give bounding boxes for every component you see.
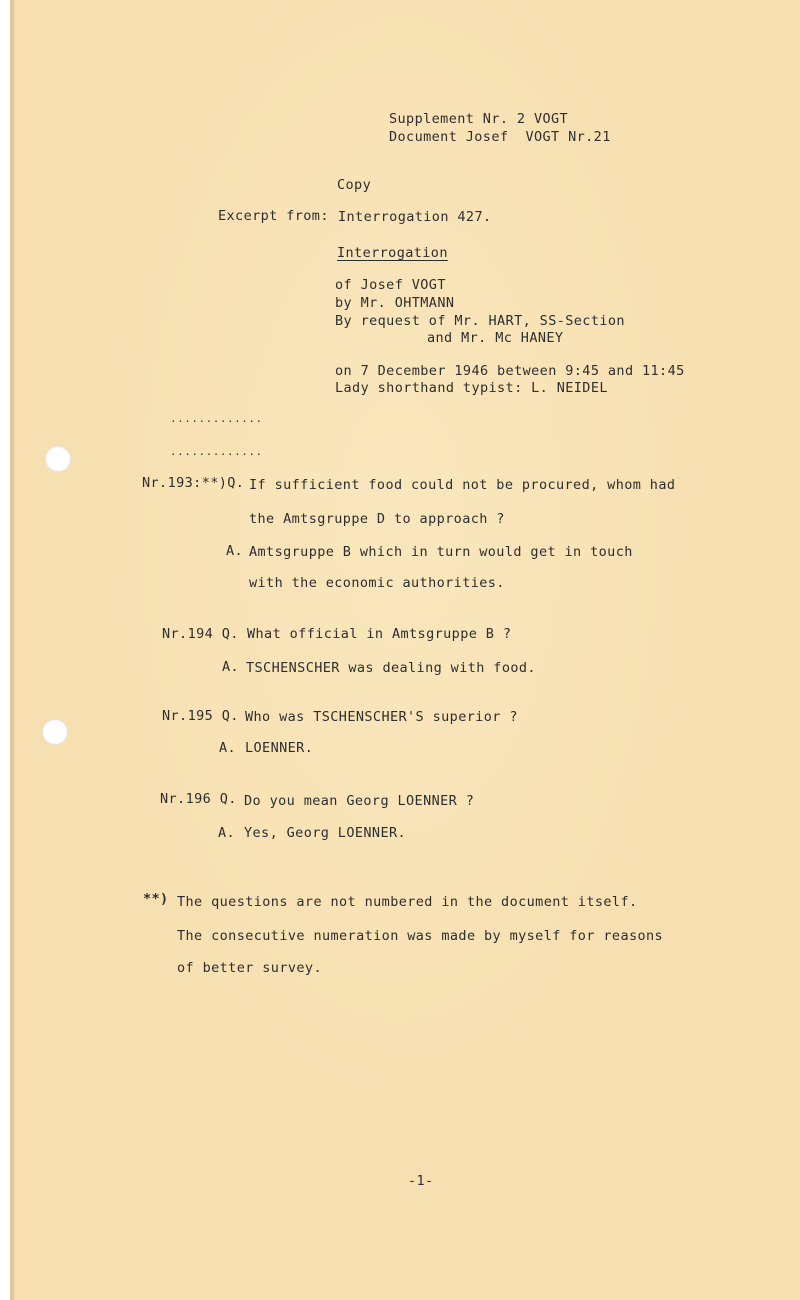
request-line-continued: and Mr. Mc HANEY (427, 330, 564, 346)
page-number: -1- (408, 1173, 434, 1189)
question-number: Nr.193:**)Q. (142, 475, 245, 491)
interrogator-line: by Mr. OHTMANN (335, 295, 455, 311)
excerpt-label: Excerpt from: (218, 208, 329, 224)
question-text: Who was TSCHENSCHER'S superior ? (245, 709, 518, 725)
footnote-text-continued: The consecutive numeration was made by myself for reasons (177, 928, 664, 944)
answer-label: A. (218, 825, 236, 841)
scan-margin (0, 0, 10, 1300)
subject-line: of Josef VOGT (335, 277, 446, 293)
excerpt-value: Interrogation 427. (338, 209, 492, 225)
interrogation-title: Interrogation (337, 245, 448, 261)
answer-text: Yes, Georg LOENNER. (244, 825, 407, 841)
question-text: If sufficient food could not be procured, whom had (249, 477, 676, 493)
question-text: What official in Amtsgruppe B ? (247, 626, 512, 642)
omission-dots-2: ............. (170, 445, 263, 458)
question-number: Nr.195 Q. (162, 708, 239, 724)
request-line: By request of Mr. HART, SS-Section (335, 313, 625, 329)
answer-text: LOENNER. (245, 740, 314, 756)
question-text: Do you mean Georg LOENNER ? (244, 793, 475, 809)
answer-text-continued: with the economic authorities. (249, 575, 505, 591)
punch-hole-top (45, 446, 71, 472)
footnote-text: The questions are not numbered in the document itself. (177, 894, 638, 910)
answer-label: A. (219, 740, 237, 756)
punch-hole-bottom (42, 719, 68, 745)
answer-text: TSCHENSCHER was dealing with food. (246, 660, 536, 676)
question-text-continued: the Amtsgruppe D to approach ? (249, 511, 505, 527)
copy-label: Copy (337, 177, 372, 193)
footnote-text-end: of better survey. (177, 960, 322, 976)
answer-label: A. (226, 543, 244, 559)
question-number: Nr.196 Q. (160, 791, 237, 807)
date-line: on 7 December 1946 between 9:45 and 11:45 (335, 363, 685, 379)
omission-dots-1: ............. (170, 412, 263, 425)
answer-label: A. (222, 659, 240, 675)
page-edge-shadow (10, 0, 14, 1300)
supplement-line: Supplement Nr. 2 VOGT (389, 111, 569, 127)
typist-line: Lady shorthand typist: L. NEIDEL (335, 380, 608, 396)
footnote-mark: **) (143, 891, 169, 907)
document-line: Document Josef VOGT Nr.21 (389, 129, 611, 145)
answer-text: Amtsgruppe B which in turn would get in touch (249, 544, 633, 560)
question-number: Nr.194 Q. (162, 626, 239, 642)
